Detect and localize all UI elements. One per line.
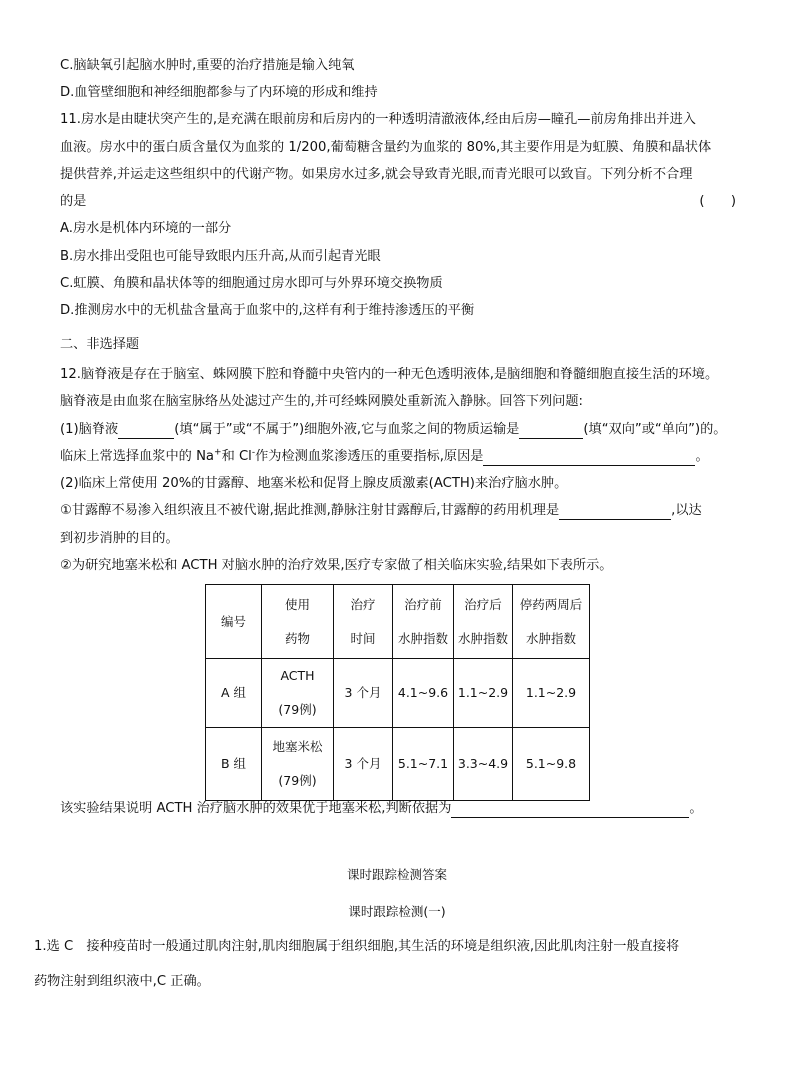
q12-stem-line1: 12.脑脊液是存在于脑室、蛛网膜下腔和脊髓中央管内的一种无色透明液体,是脑细胞和脊髓细胞直接生活的环境。 (60, 367, 719, 382)
header-cell: 编号 (206, 585, 262, 659)
superscript-minus: - (251, 447, 256, 458)
q11-stem-line1: 11.房水是由睫状突产生的,是充满在眼前房和后房内的一种透明清澈液体,经由后房—瞳孔—前房角排出并进入 (60, 112, 696, 127)
q12-text: 。 (695, 449, 709, 464)
answer-blank[interactable] (483, 451, 695, 466)
q12-conclusion (60, 800, 703, 818)
q11-answer-paren: ( ) (699, 194, 736, 209)
q11-stem-line2: 血液。房水中的蛋白质含量仅为血浆的 1/200,葡萄糖含量约为血浆的 80%,其主要作用是为虹膜、角膜和晶状体 (60, 140, 712, 155)
drug-cell: 地塞米松 (79例) (262, 728, 334, 801)
results-table (205, 584, 590, 801)
header-cell: 治疗后 水肿指数 (454, 585, 513, 659)
time-cell: 3 个月 (334, 728, 393, 801)
q12-part1-text-b: (填“属于”或“不属于”)细胞外液,它与血浆之间的物质运输是 (174, 422, 520, 437)
q11-option-b: B.房水排出受阻也可能导致眼内压升高,从而引起青光眼 (60, 249, 381, 264)
q12-part1-text-c: (填“双向”或“单向”)的。 (583, 422, 727, 437)
time-cell: 3 个月 (334, 659, 393, 728)
q12-part1-line2 (60, 448, 709, 466)
q12-text: 和 Cl (221, 449, 252, 464)
q11-stem-line4: 的是 (60, 194, 87, 209)
header-cell: 使用 药物 (262, 585, 334, 659)
header-cell: 停药两周后 水肿指数 (513, 585, 590, 659)
q12-part1-line1 (60, 421, 727, 439)
q12-text: 作为检测血浆渗透压的重要指标,原因是 (255, 449, 484, 464)
q12-part2-intro: (2)临床上常使用 20%的甘露醇、地塞米松和促肾上腺皮质激素(ACTH)来治疗脑水肿。 (60, 476, 568, 491)
q12-part1-text-a: (1)脑脊液 (60, 422, 119, 437)
q10-option-c: C.脑缺氧引起脑水肿时,重要的治疗措施是输入纯氧 (60, 58, 355, 73)
q12-part2-1-line2: 到初步消肿的目的。 (60, 531, 179, 546)
q11-option-a: A.房水是机体内环境的一部分 (60, 221, 232, 236)
answer-1-line2: 药物注射到组织液中,C 正确。 (34, 974, 210, 989)
before-cell: 4.1~9.6 (393, 659, 454, 728)
two-weeks-cell: 5.1~9.8 (513, 728, 590, 801)
q12-part2-1-line1 (60, 502, 702, 520)
header-cell: 治疗前 水肿指数 (393, 585, 454, 659)
answers-title: 课时跟踪检测答案 (346, 867, 447, 882)
answer-blank[interactable] (519, 424, 583, 439)
answer-blank[interactable] (559, 505, 671, 520)
section-title: 二、非选择题 (60, 337, 140, 352)
answer-blank[interactable] (451, 803, 689, 818)
table-header-row (206, 585, 590, 659)
two-weeks-cell: 1.1~2.9 (513, 659, 590, 728)
before-cell: 5.1~7.1 (393, 728, 454, 801)
group-cell: B 组 (206, 728, 262, 801)
table-row (206, 728, 590, 801)
answers-subtitle: 课时跟踪检测(一) (348, 904, 446, 919)
q10-option-d: D.血管壁细胞和神经细胞都参与了内环境的形成和维持 (60, 85, 378, 100)
after-cell: 1.1~2.9 (454, 659, 513, 728)
q12-stem-line2: 脑脊液是由血浆在脑室脉络丛处滤过产生的,并可经蛛网膜处重新流入静脉。回答下列问题: (60, 394, 583, 409)
q12-text: ①甘露醇不易渗入组织液且不被代谢,据此推测,静脉注射甘露醇后,甘露醇的药用机理是 (60, 503, 560, 518)
header-cell: 治疗 时间 (334, 585, 393, 659)
q11-option-d: D.推测房水中的无机盐含量高于血浆中的,这样有利于维持渗透压的平衡 (60, 303, 475, 318)
q11-stem-line3: 提供营养,并运走这些组织中的代谢产物。如果房水过多,就会导致青光眼,而青光眼可以致盲。下列分析不合理 (60, 167, 693, 182)
after-cell: 3.3~4.9 (454, 728, 513, 801)
q11-option-c: C.虹膜、角膜和晶状体等的细胞通过房水即可与外界环境交换物质 (60, 276, 443, 291)
q12-text: 。 (689, 801, 703, 816)
answer-blank[interactable] (118, 424, 174, 439)
table-row (206, 659, 590, 728)
q12-text: 临床上常选择血浆中的 Na (60, 449, 215, 464)
drug-cell: ACTH (79例) (262, 659, 334, 728)
answer-1-line1: 1.选 C 接种疫苗时一般通过肌肉注射,肌肉细胞属于组织细胞,其生活的环境是组织液,因此肌肉注射一般直接将 (34, 939, 680, 954)
q12-text: ,以达 (671, 503, 702, 518)
superscript-plus: + (214, 447, 222, 458)
q12-text: 该实验结果说明 ACTH 治疗脑水肿的效果优于地塞米松,判断依据为 (60, 801, 452, 816)
group-cell: A 组 (206, 659, 262, 728)
q12-part2-2: ②为研究地塞米松和 ACTH 对脑水肿的治疗效果,医疗专家做了相关临床实验,结果如下表所示。 (60, 558, 613, 573)
